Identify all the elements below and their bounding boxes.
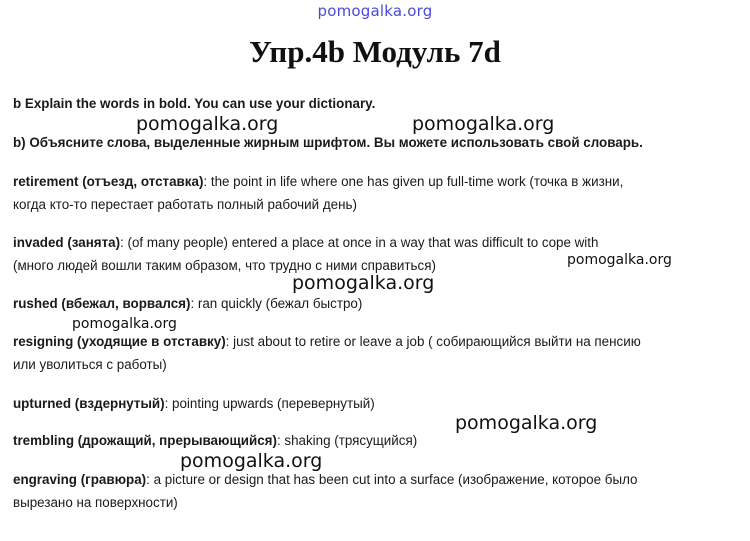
entry-rushed xyxy=(13,296,362,312)
page-title: Упр.4b Модуль 7d xyxy=(249,34,501,69)
entry-trembling xyxy=(13,433,417,449)
term-resigning: resigning (уходящие в отставку) xyxy=(13,334,226,349)
instruction-en: b Explain the words in bold. You can use your dictionary. xyxy=(13,96,376,111)
entry-invaded-line1 xyxy=(13,235,598,251)
term-engraving: engraving (гравюра) xyxy=(13,472,147,487)
entry-retirement-line2: когда кто-то перестает работать полный рабочий день) xyxy=(13,197,357,212)
instruction-ru: b) Объясните слова, выделенные жирным шрифтом. Вы можете использовать свой словарь. xyxy=(13,135,643,150)
entry-upturned xyxy=(13,396,375,412)
definition-engraving: : a picture or design that has been cut into a surface (изображение, которое было xyxy=(146,472,638,487)
watermark: pomogalka.org xyxy=(292,272,435,294)
entry-engraving-line1 xyxy=(13,472,638,488)
definition-rushed: : ran quickly (бежал быстро) xyxy=(190,296,363,311)
watermark: pomogalka.org xyxy=(136,113,279,135)
term-rushed: rushed (вбежал, ворвался) xyxy=(13,296,191,311)
entry-retirement-line1 xyxy=(13,174,623,190)
term-trembling: trembling (дрожащий, прерывающийся) xyxy=(13,433,277,448)
definition-resigning: : just about to retire or leave a job ( собирающийся выйти на пенсию xyxy=(225,334,641,349)
watermark: pomogalka.org xyxy=(180,450,323,472)
entry-invaded-line2: (много людей вошли таким образом, что трудно с ними справиться) xyxy=(13,258,436,273)
watermark: pomogalka.org xyxy=(412,113,555,135)
definition-retirement: : the point in life where one has given up full-time work (точка в жизни, xyxy=(203,174,624,189)
term-invaded: invaded (занята) xyxy=(13,235,121,250)
watermark: pomogalka.org xyxy=(567,252,672,268)
entry-engraving-line2: вырезано на поверхности) xyxy=(13,495,178,510)
definition-trembling: : shaking (трясущийся) xyxy=(276,433,418,448)
definition-invaded: : (of many people) entered a place at once in a way that was difficult to cope with xyxy=(120,235,599,250)
definition-upturned: : pointing upwards (перевернутый) xyxy=(164,396,375,411)
watermark: pomogalka.org xyxy=(455,412,598,434)
term-retirement: retirement (отъезд, отставка) xyxy=(13,174,204,189)
watermark: pomogalka.org xyxy=(72,316,177,332)
site-watermark-top: pomogalka.org xyxy=(317,2,433,20)
entry-resigning-line1 xyxy=(13,334,641,350)
entry-resigning-line2: или уволиться с работы) xyxy=(13,357,167,372)
term-upturned: upturned (вздернутый) xyxy=(13,396,165,411)
